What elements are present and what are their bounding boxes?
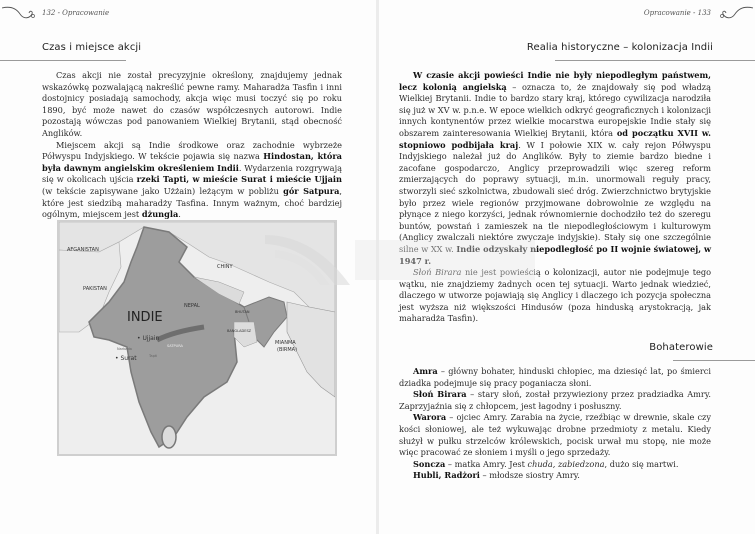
text-run: . [178, 209, 181, 220]
text-run: – oznacza to, że znajdowały się pod władzą Wielkiej Brytanii. Indie to bardzo stary kraj, którego cywilizacja narodziła się już w XV w. p.n.e. W epoce wielkich odkryć geograficznych i kolonizacji innych kontynentów przez wielkie mocarstwa europejskie Indie stały się obszarem zainteresowania Wielkiej Brytanii, która [399, 81, 711, 138]
running-head-left: 132 - Opracowanie [42, 9, 110, 17]
section-title-bohaterowie: Bohaterowie [649, 342, 713, 353]
map-label-satpura: SATPURA [167, 344, 183, 348]
text-run: . W I połowie XIX w. cały rejon Półwyspu Indyjskiego należał już do Anglików. Były to ziemie bardzo biedne i zacofane gospodarczo, Anglicy przeprowadzili więc szereg reform zmierzających do poprawy sytuacji, m.in. unormowali reguły pracy, stworzyli sieć szkolnictwa, zbudowali sieć dróg. Zwierzchnictwo brytyjskie było przez wiele regionów przyjmowane dobrowolnie ze względu na płynące z niego korzyści, jednak równomiernie dochodziło też do szeregu buntów, powstań i zamieszek na tle niepodległościowym i kulturowym (Anglicy zwalczali niektóre zwyczaje indyjskie). Stały się one szczególnie silne w XX w. [399, 139, 711, 254]
bold-text: Amra [413, 366, 438, 376]
text-run: , które jest siedzibą maharadży Tasfina. Innym ważnym, choć bardziej ogólnym, miejscem jest [42, 185, 342, 220]
section-title-czas-i-miejsce: Czas i miejsce akcji [42, 42, 142, 53]
characters-list [399, 366, 711, 482]
right-body-text [399, 70, 711, 325]
left-page [0, 0, 376, 534]
italic-text: chuda, zabiedzona [527, 458, 605, 469]
map-label-pakistan: PAKISTAN [83, 286, 107, 292]
character-entry [399, 412, 711, 458]
bold-text: dżungla [141, 209, 179, 220]
text-run: – stary słoń, został przywieziony przez pradziadka Amry. Zaprzyjaźnia się z chłopcem, jest łagodny i posłuszny. [399, 389, 711, 411]
text-run: . Wydarzenia rozgrywają się w okolicach ujścia [42, 162, 342, 185]
italic-text: Słoń Birara [413, 267, 462, 278]
ornament-swirl-icon [717, 2, 753, 22]
paragraph [399, 267, 711, 325]
map-label-bhutan: BHUTAN [235, 310, 250, 314]
bold-text: Słoń Birara [413, 389, 467, 400]
text-run: (w tekście zapisywane jako Użżain) leżącym w pobliżu [42, 185, 284, 196]
map-india [57, 220, 337, 456]
map-label-mianma: MIANMA [275, 340, 296, 346]
map-label-tapti: Tapti [149, 354, 158, 358]
map-label-narbada: Narbada [117, 347, 132, 351]
bold-text: Soncza [413, 458, 446, 469]
map-label-ujjain: • Ujjain [137, 335, 160, 342]
map-label-surat: • Surat [115, 355, 137, 362]
ornament-swirl-icon [2, 2, 38, 22]
map-label-bangladesz: BANGLADESZ [227, 329, 252, 333]
map-label-birma: (BIRMA) [277, 347, 298, 353]
bold-text: rzeki Tapti, w mieście Surat i mieście Ujjain [136, 174, 342, 185]
bold-text: od początku XVII w. stopniowo podbijała kraj [399, 127, 711, 150]
text-run: – ojciec Amry. Zarabia na życie, rzeźbiąc w drewnie, skale czy kości słoniowej, ale też wykuwając drobne przedmioty z metalu. Kiedy służył w pułku strzelców królewskich, pocisk urwał mu stopę, nie może więc pracować ze słoniem i myśli o jego sprzedaży. [399, 412, 711, 458]
paragraph [399, 70, 711, 267]
text-run: , dużo się martwi. [604, 458, 679, 469]
map-label-indie: INDIE [127, 310, 163, 325]
character-entry [399, 389, 711, 412]
paragraph [42, 140, 342, 221]
character-entry [399, 459, 711, 471]
running-head-right: Opracowanie - 133 [643, 9, 711, 17]
paragraph [42, 70, 342, 140]
map-label-chiny: CHINY [217, 264, 233, 270]
bold-text: Warora [413, 412, 447, 423]
bold-text: gór Satpura [283, 185, 340, 196]
right-page [379, 0, 755, 534]
section-title-realia-historyczne: Realia historyczne – kolonizacja Indii [526, 42, 713, 53]
bold-text: Hindostan, która była dawnym angielskim określeniem Indii [42, 151, 342, 173]
map-label-ujjain-text: Ujjain [142, 335, 160, 342]
text-run: – matka Amry. Jest [445, 458, 528, 469]
bold-text: Indie odzyskały niepodległość po II wojnie światowej, w 1947 r. [399, 243, 711, 266]
text-run: Miejscem akcji są Indie środkowe oraz zachodnie wybrzeże Półwyspu Indyjskiego. W tekście pojawia się nazwa [42, 139, 342, 162]
text-run: – młodsze siostry Amry. [479, 470, 580, 481]
map-label-nepal: NEPAL [184, 303, 200, 309]
character-entry [399, 366, 711, 389]
text-run: nie jest powieścią o kolonizacji, autor nie podejmuje tego wątku, nie znajdziemy żadnych ocen tej sytuacji. Warto jednak wiedzieć, dlaczego w utworze pojawiają się Anglicy i dlaczego ich pozycja społeczna jest wyższa niż większości Hindusów (poza hinduską arystokracją, jak maharadża Tasfin). [399, 267, 712, 324]
bold-text: W czasie akcji powieści Indie nie były niepodległym państwem, lecz kolonią angielską [399, 70, 711, 92]
bold-text: Hubli, Radżori [413, 470, 480, 481]
map-shapes [59, 222, 335, 454]
text-run: – główny bohater, hinduski chłopiec, ma dziesięć lat, po śmierci dziadka podejmuje się pracy poganiacza słoni. [399, 366, 711, 388]
section-rule [555, 60, 755, 61]
text-run: Czas akcji nie został precyzyjnie określony, znajdujemy jednak wskazówkę pozwalającą nakreślić pewne ramy. Maharadża Tasfin i inni dostojnicy posiadają samochody, akcja więc musi toczyć się po roku 1890, być może nawet do czasów współczesnych autorowi. Indie pozostają wówczas pod panowaniem Wielkiej Brytanii, stąd obecność Anglików. [42, 70, 342, 138]
left-body-text [42, 70, 342, 221]
map-label-afganistan: AFGANISTAN [67, 247, 99, 253]
section-rule [0, 60, 126, 61]
map-label-surat-text: Surat [120, 355, 137, 362]
character-entry [399, 470, 711, 482]
section-rule [673, 360, 755, 361]
